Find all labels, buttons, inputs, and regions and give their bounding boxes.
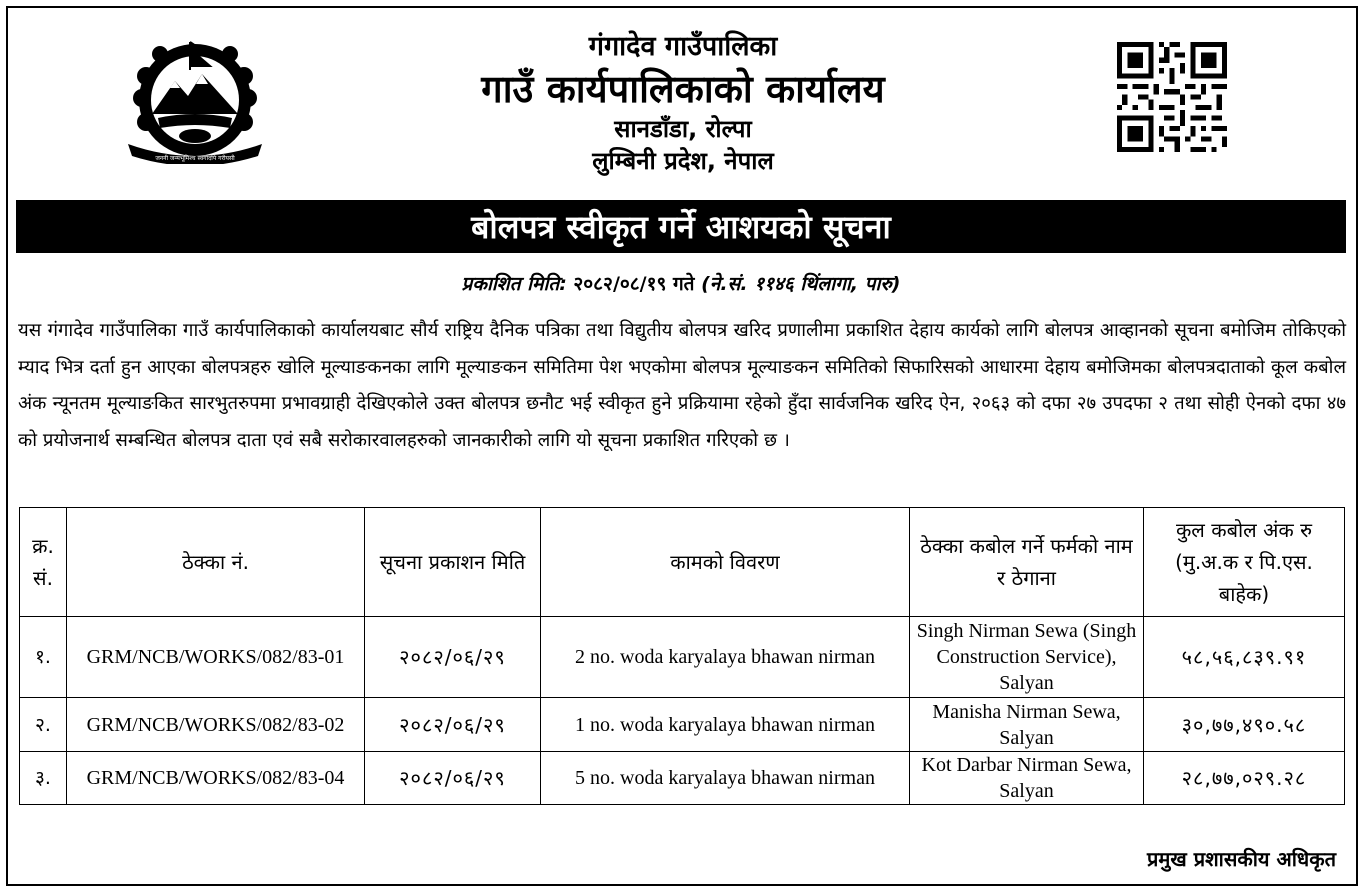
- cell-contract-no: GRM/NCB/WORKS/082/83-02: [67, 698, 365, 752]
- publication-date: २०८२/०८/१९ गते: [573, 273, 695, 295]
- emblem-motto: जननी जन्मभूमिश्च स्वर्गादपि गरीयसी: [155, 155, 235, 162]
- publication-label: प्रकाशित मिति:: [461, 273, 567, 295]
- cell-serial: २.: [20, 698, 67, 752]
- nepal-sambat-date: (ने.सं. ११४६ थिंलागा, पारु): [701, 273, 901, 295]
- cell-date: २०८२/०६/२९: [365, 698, 541, 752]
- header-firm-name: ठेक्का कबोल गर्ने फर्मको नाम र ठेगाना: [910, 508, 1144, 617]
- province-country: लुम्बिनी प्रदेश, नेपाल: [592, 147, 774, 175]
- cell-serial: १.: [20, 617, 67, 698]
- cell-date: २०८२/०६/२९: [365, 617, 541, 698]
- table-row: [20, 698, 1345, 752]
- cell-firm: Kot Darbar Nirman Sewa, Salyan: [910, 752, 1144, 805]
- header-notice-date: सूचना प्रकाशन मिति: [365, 508, 541, 617]
- signatory-title: प्रमुख प्रशासकीय अधिकृत: [1147, 847, 1336, 871]
- table-header-row: [20, 508, 1345, 617]
- municipality-name: गंगादेव गाउँपालिका: [588, 31, 778, 62]
- notice-title: बोलपत्र स्वीकृत गर्ने आशयको सूचना: [16, 200, 1346, 253]
- cell-contract-no: GRM/NCB/WORKS/082/83-01: [67, 617, 365, 698]
- publication-date-line: [16, 270, 1346, 296]
- table-row: [20, 617, 1345, 698]
- header-contract-no: ठेक्का नं.: [67, 508, 365, 617]
- nepal-emblem-logo: [120, 36, 270, 164]
- bid-results-table: [19, 507, 1345, 805]
- notice-body-text: यस गंगादेव गाउँपालिका गाउँ कार्यपालिकाको कार्यालयबाट सौर्य राष्ट्रिय दैनिक पत्रिका तथा विद्युतीय बोलपत्र खरिद प्रणालीमा प्रकाशित देहाय कार्यको लागि बोलपत्र आव्हानको सूचना बमोजिम तोकिएको म्याद भित्र दर्ता हुन आएका बोलपत्रहरु खोलि मूल्याङकनका लागि मूल्याङकन समितिमा पेश भएकोमा बोलपत्र मूल्याङकन समितिको सिफारिसको आधारमा देहाय बमोजिमका बोलपत्रदाताको कूल कबोल अंक न्यूनतम मूल्याङकित सारभुतरुपमा प्रभावग्राही देखिएकोले उक्त बोलपत्र छनौट भई स्वीकृत हुने प्रक्रियामा रहेको हुँदा सार्वजनिक खरिद ऐन, २०६३ को दफा २७ उपदफा २ तथा सोही ऐनको दफा ४७ को प्रयोजनार्थ सम्बन्धित बोलपत्र दाता एवं सबै सरोकारवालहरुको जानकारीको लागि यो सूचना प्रकाशित गरिएको छ ।: [18, 320, 1346, 451]
- cell-amount: ३०,७७,४९०.५८: [1144, 698, 1345, 752]
- qr-code: [1117, 42, 1227, 152]
- cell-firm: Singh Nirman Sewa (Singh Construction Service), Salyan: [910, 617, 1144, 698]
- header-bid-amount: कुल कबोल अंक रु (मु.अ.क र पि.एस. बाहेक): [1144, 508, 1345, 617]
- cell-description: 5 no. woda karyalaya bhawan nirman: [541, 752, 910, 805]
- header-serial: क्र. सं.: [20, 508, 67, 617]
- table-row: [20, 752, 1345, 805]
- office-name: गाउँ कार्यपालिकाको कार्यालय: [481, 67, 885, 111]
- cell-amount: ५८,५६,८३९.९१: [1144, 617, 1345, 698]
- cell-date: २०८२/०६/२९: [365, 752, 541, 805]
- cell-amount: २८,७७,०२९.२८: [1144, 752, 1345, 805]
- office-location: सानडाँडा, रोल्पा: [614, 115, 752, 143]
- cell-contract-no: GRM/NCB/WORKS/082/83-04: [67, 752, 365, 805]
- cell-firm: Manisha Nirman Sewa, Salyan: [910, 698, 1144, 752]
- header-work-description: कामको विवरण: [541, 508, 910, 617]
- cell-description: 1 no. woda karyalaya bhawan nirman: [541, 698, 910, 752]
- cell-description: 2 no. woda karyalaya bhawan nirman: [541, 617, 910, 698]
- cell-serial: ३.: [20, 752, 67, 805]
